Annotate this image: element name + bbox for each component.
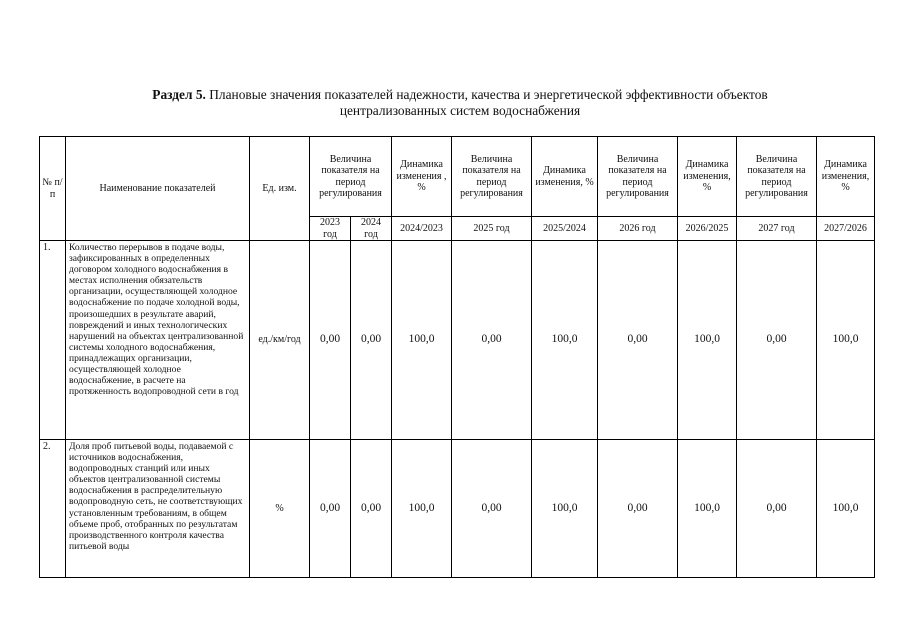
header-dynamics-2025: Динамика изменения, %	[532, 137, 598, 217]
dynamics-2024: 100,0	[392, 241, 452, 440]
header-row	[40, 137, 875, 217]
header-value-2027: Величина показателя на период регулирования	[737, 137, 817, 217]
header-dynamics-2026: Динамика изменения, %	[678, 137, 737, 217]
value-2023: 0,00	[310, 440, 351, 578]
value-2026: 0,00	[598, 440, 678, 578]
indicator-unit: ед./км/год	[250, 241, 310, 440]
header-ratio-2026-2025: 2026/2025	[678, 217, 737, 241]
dynamics-2025: 100,0	[532, 440, 598, 578]
value-2024: 0,00	[351, 440, 392, 578]
header-ratio-2024-2023: 2024/2023	[392, 217, 452, 241]
dynamics-2027: 100,0	[817, 440, 875, 578]
row-number: 1.	[40, 241, 66, 440]
section-title	[60, 87, 860, 119]
header-year-2026: 2026 год	[598, 217, 678, 241]
indicator-unit: %	[250, 440, 310, 578]
header-year-2027: 2027 год	[737, 217, 817, 241]
indicator-name: Количество перерывов в подаче воды, зафиксированных в определенных договором холодного водоснабжения в местах исполнения обязательств организации, осуществляющей холодное водоснабжение по подаче холодной воды, произошедших в результате аварий, повреждений и иных технологических нарушений на объектах централизованной системы холодного водоснабжения, принадлежащих организации, осуществляющей холодное водоснабжение, в расчете на протяженность водопроводной сети в год	[66, 241, 250, 440]
header-dynamics-2027: Динамика изменения, %	[817, 137, 875, 217]
value-2023: 0,00	[310, 241, 351, 440]
indicator-name: Доля проб питьевой воды, подаваемой с источников водоснабжения, водопроводных станций или иных объектов централизованной системы водоснабжения в распределительную водопроводную сеть, не соответствующих установленным требованиям, в общем объеме проб, отобранных по результатам производственного контроля качества питьевой воды	[66, 440, 250, 578]
header-value-2026: Величина показателя на период регулирования	[598, 137, 678, 217]
indicators-table	[39, 136, 875, 578]
table-row	[40, 440, 875, 578]
header-value-2023-2024: Величина показателя на период регулирования	[310, 137, 392, 217]
header-year-2024: 2024 год	[351, 217, 392, 241]
header-year-2023: 2023 год	[310, 217, 351, 241]
section-title-line2: централизованных систем водоснабжения	[339, 103, 581, 118]
dynamics-2026: 100,0	[678, 440, 737, 578]
header-ratio-2027-2026: 2027/2026	[817, 217, 875, 241]
dynamics-2027: 100,0	[817, 241, 875, 440]
value-2025: 0,00	[452, 241, 532, 440]
dynamics-2026: 100,0	[678, 241, 737, 440]
value-2024: 0,00	[351, 241, 392, 440]
dynamics-2025: 100,0	[532, 241, 598, 440]
section-title-line1: Плановые значения показателей надежности, качества и энергетической эффективности объектов	[209, 87, 768, 102]
header-ratio-2025-2024: 2025/2024	[532, 217, 598, 241]
value-2026: 0,00	[598, 241, 678, 440]
header-name: Наименование показателей	[66, 137, 250, 241]
value-2027: 0,00	[737, 241, 817, 440]
dynamics-2024: 100,0	[392, 440, 452, 578]
header-year-2025: 2025 год	[452, 217, 532, 241]
header-value-2025: Величина показателя на период регулирования	[452, 137, 532, 217]
section-title-bold: Раздел 5.	[152, 87, 206, 102]
table-row	[40, 241, 875, 440]
value-2027: 0,00	[737, 440, 817, 578]
row-number: 2.	[40, 440, 66, 578]
header-unit: Ед. изм.	[250, 137, 310, 241]
header-dynamics-2024: Динамика изменения , %	[392, 137, 452, 217]
header-num: № п/п	[40, 137, 66, 241]
value-2025: 0,00	[452, 440, 532, 578]
